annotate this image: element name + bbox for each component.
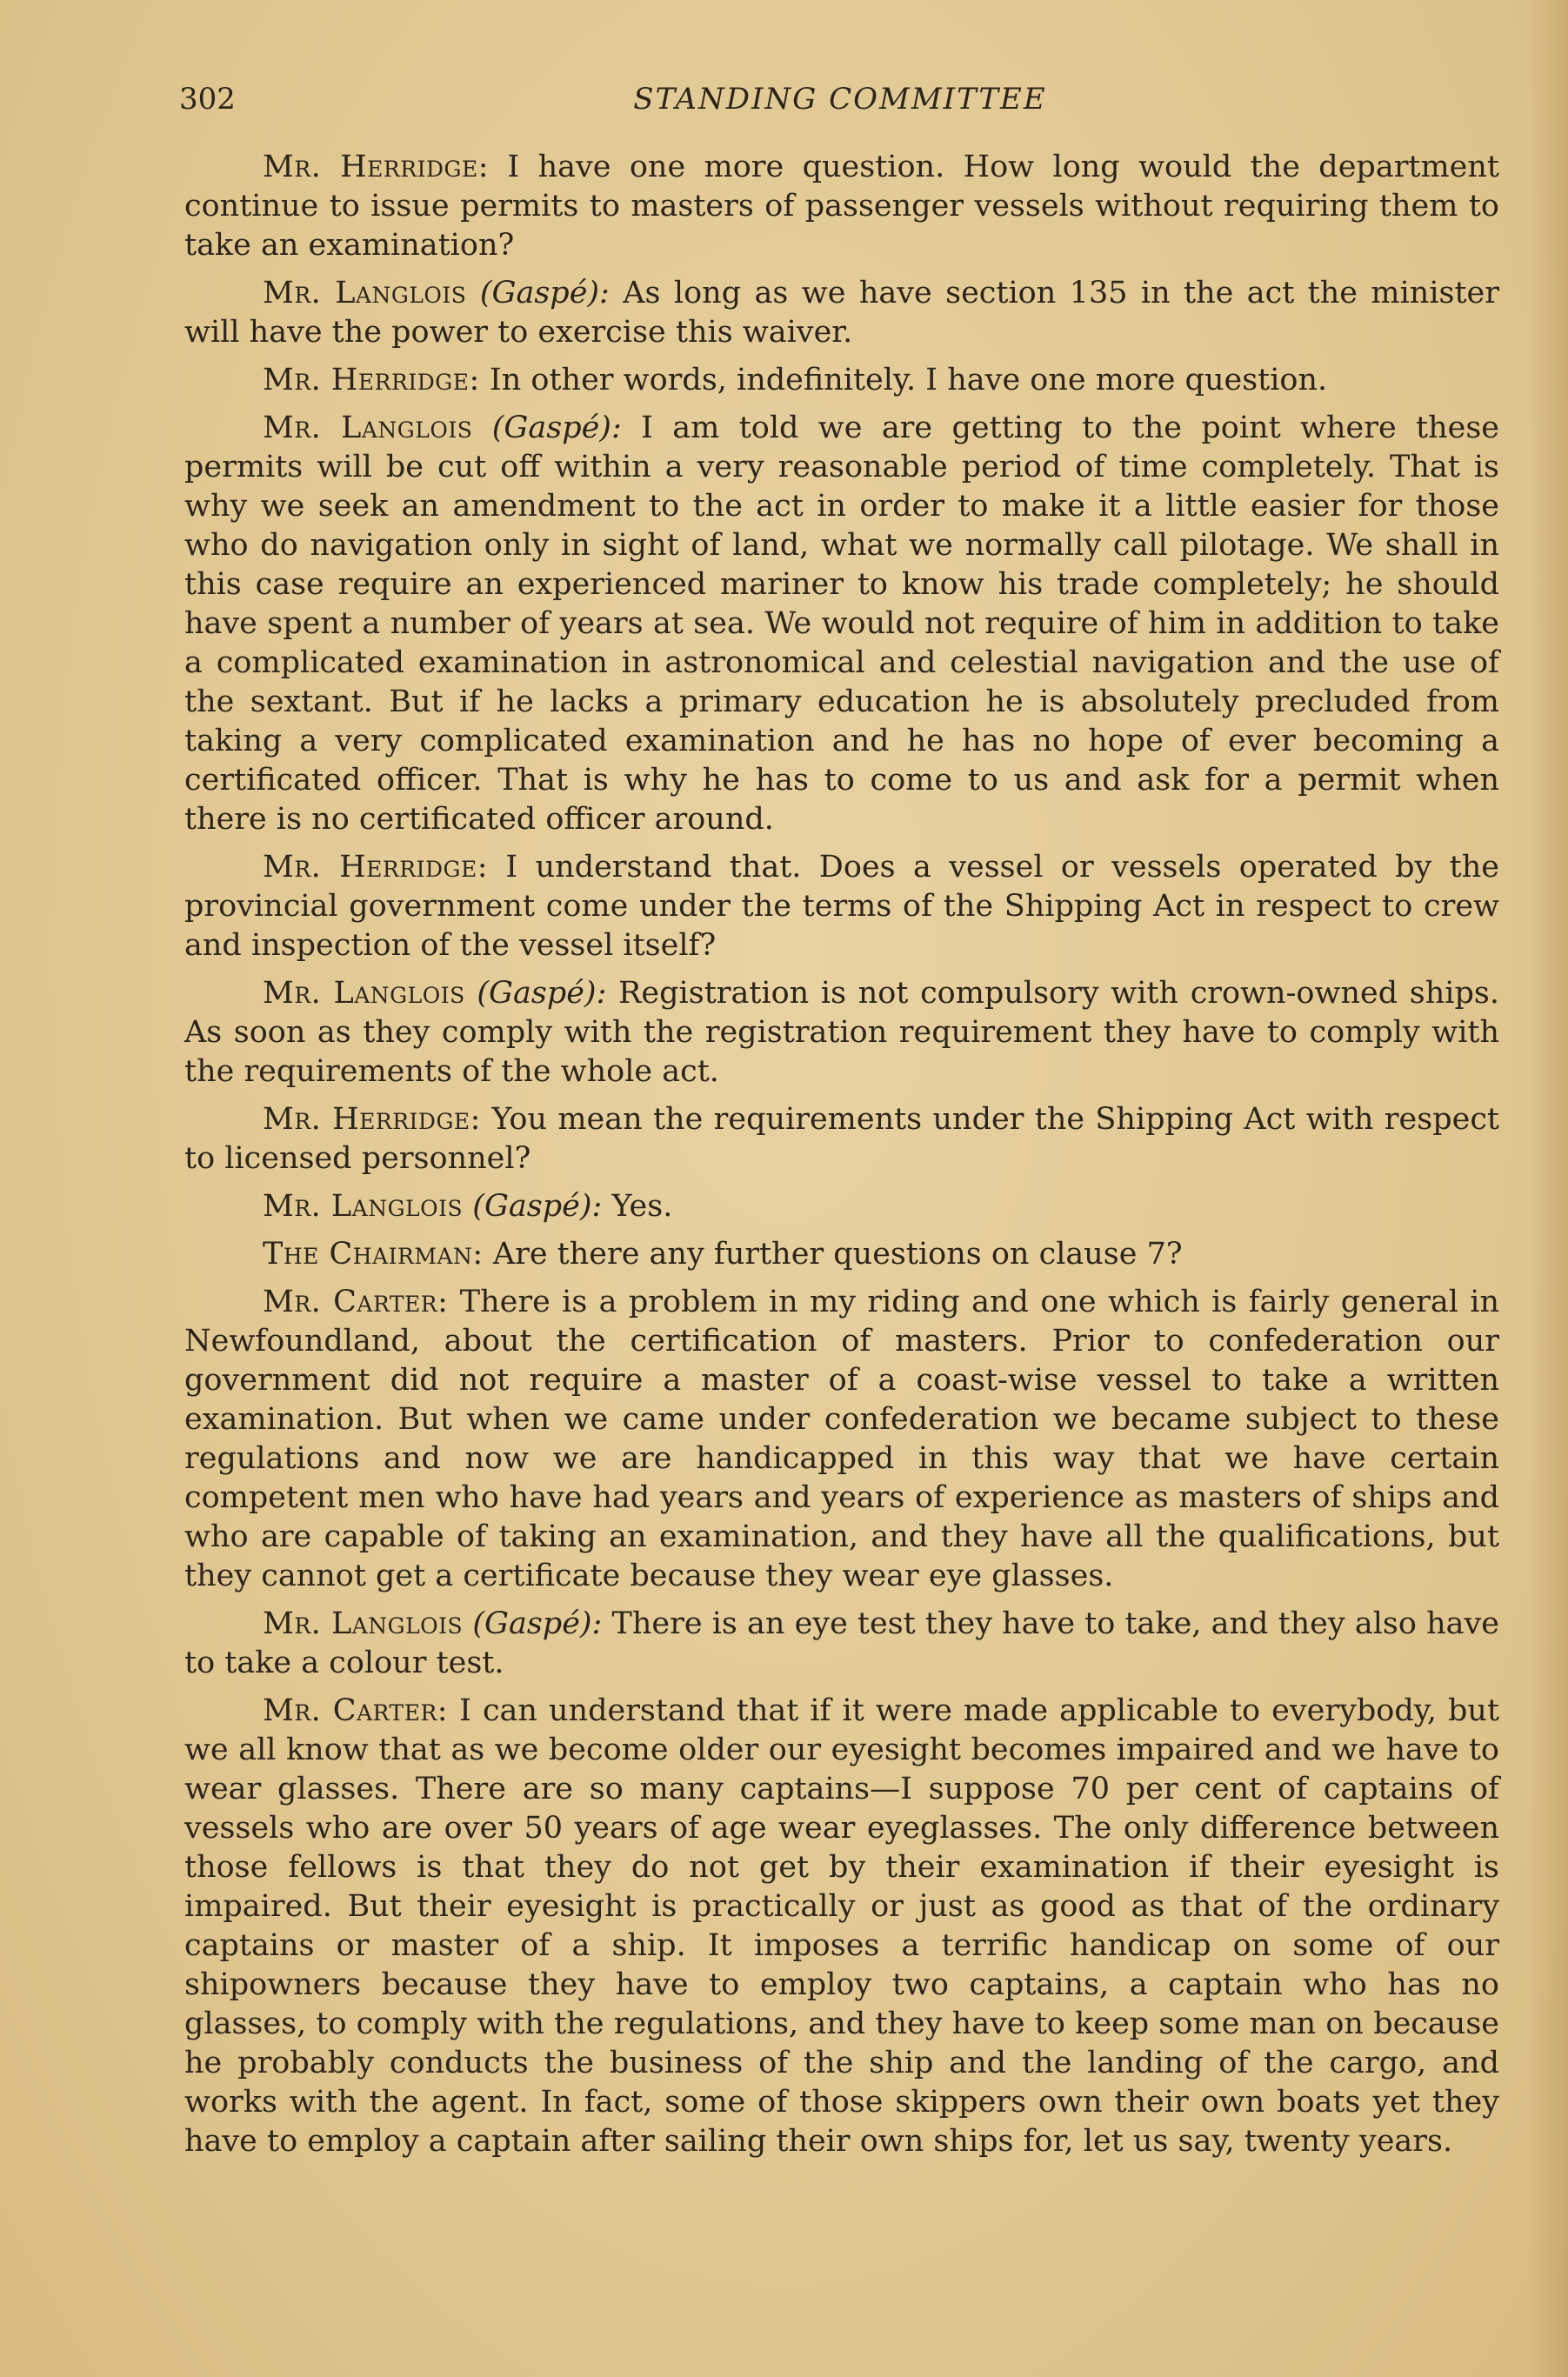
transcript-paragraph	[184, 1692, 1499, 2161]
transcript-paragraph	[184, 1100, 1499, 1178]
page-header	[179, 75, 1501, 124]
speaker-name: Mr. Carter:	[263, 1285, 449, 1319]
speaker-riding: (Gaspé):	[491, 411, 622, 445]
transcript-paragraph	[184, 361, 1499, 400]
speaker-riding: (Gaspé):	[479, 276, 610, 310]
speaker-name: Mr. Carter:	[263, 1693, 449, 1728]
speaker-name: Mr. Herridge:	[263, 850, 489, 885]
speaker-riding: (Gaspé):	[472, 1189, 603, 1224]
transcript-paragraph	[184, 409, 1499, 839]
paragraph-text: There is an eye test they have to take, and they also have to take a colour test.	[184, 1606, 1499, 1680]
speaker-name: Mr. Herridge:	[263, 150, 490, 184]
transcript-paragraph	[184, 1283, 1499, 1596]
page-number: 302	[179, 82, 236, 117]
paragraph-text: I can understand that if it were made applicable to everybody, but we all know that as we become older our eyesight becomes impaired and we have to wear glasses. There are so many captains—I suppose 70 per cent of captains of vessels who are over 50 years of age wear eyeglasses. The only difference between those fellows is that they do not get by their examination if their eyesight is impaired. But their eyesight is practically or just as good as that of the ordinary captains or master of a ship. It imposes a terrific handicap on some of our shipowners because they have to employ two captains, a captain who has no glasses, to comply with the regulations, and they have to keep some man on because he probably conducts the business of the ship and the landing of the cargo, and works with the agent. In fact, some of those skippers own their own boats yet they have to employ a captain after sailing their own ships for, let us say, twenty years.	[184, 1693, 1500, 2159]
paragraph-text: You mean the requirements under the Shipping Act with respect to licensed personnel?	[184, 1102, 1499, 1176]
paragraph-text: Are there any further questions on clause 7?	[492, 1237, 1183, 1272]
speaker-riding: (Gaspé):	[472, 1606, 603, 1641]
transcript-paragraph	[184, 1235, 1499, 1274]
paragraph-text: I understand that. Does a vessel or vessels operated by the provincial government come under the terms of the Shipping Act in respect to crew and inspection of the vessel itself?	[184, 850, 1499, 963]
transcript-paragraph	[184, 1187, 1499, 1226]
speaker-name: Mr. Langlois	[263, 1189, 464, 1224]
speaker-name: The Chairman:	[263, 1237, 484, 1272]
transcript-paragraph	[184, 974, 1499, 1092]
paragraph-text: Registration is not compulsory with crown-owned ships. As soon as they comply with the registration requirement they have to comply with the requirements of the whole act.	[184, 976, 1499, 1089]
transcript-paragraph	[184, 1605, 1499, 1683]
paragraph-text: Yes.	[611, 1189, 673, 1224]
speaker-name: Mr. Langlois	[263, 411, 473, 445]
speaker-name: Mr. Herridge:	[263, 1102, 481, 1137]
running-head: STANDING COMMITTEE	[633, 82, 1047, 117]
speaker-name: Mr. Langlois	[263, 976, 465, 1011]
transcript-body	[184, 148, 1499, 2170]
paragraph-text: I am told we are getting to the point where these permits will be cut off within a very reasonable period of time completely. That is why we seek an amendment to the act in order to make it a little easier for those who do navigation only in sight of land, what we normally call pilotage. We shall in this case require an experienced mariner to know his trade completely; he should have spent a number of years at sea. We would not require of him in addition to take a complicated examination in astronomical and celestial navigation and the use of the sextant. But if he lacks a primary education he is absolutely precluded from taking a very complicated examination and he has no hope of ever becoming a certificated officer. That is why he has to come to us and ask for a permit when there is no certificated officer around.	[184, 411, 1499, 837]
speaker-name: Mr. Langlois	[263, 1606, 464, 1641]
speaker-riding: (Gaspé):	[477, 976, 607, 1011]
speaker-name: Mr. Langlois	[263, 276, 467, 310]
transcript-paragraph	[184, 148, 1499, 265]
transcript-paragraph	[184, 274, 1499, 352]
paragraph-text: As long as we have section 135 in the act the minister will have the power to exercise this waiver.	[184, 276, 1499, 350]
transcript-paragraph	[184, 848, 1499, 965]
paragraph-text: There is a problem in my riding and one which is fairly general in Newfoundland, about the certification of masters. Prior to confederation our government did not require a master of a coast-wise vessel to take a written examination. But when we came under confederation we became subject to these regulations and now we are handicapped in this way that we have certain competent men who have had years and years of experience as masters of ships and who are capable of taking an examination, and they have all the qualifications, but they cannot get a certificate because they wear eye glasses.	[184, 1285, 1499, 1593]
paragraph-text: In other words, indefinitely. I have one more question.	[489, 363, 1328, 397]
paragraph-text: I have one more question. How long would the department continue to issue permits to masters of passenger vessels without requiring them to take an examination?	[184, 150, 1499, 263]
speaker-name: Mr. Herridge:	[263, 363, 480, 397]
page-edge-shading	[1528, 0, 1568, 2377]
